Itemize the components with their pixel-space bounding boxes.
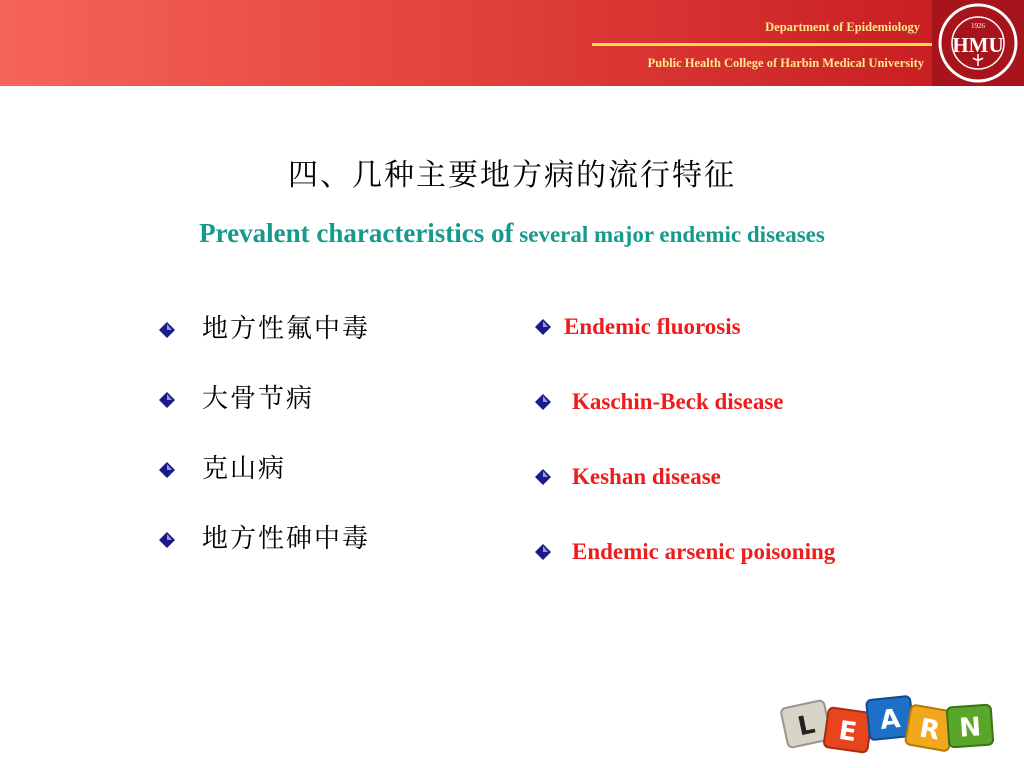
logo-text: HMU	[952, 33, 1004, 57]
learn-puzzle-blocks-icon	[778, 682, 998, 762]
department-label: Department of Epidemiology	[765, 20, 920, 34]
learn-letter-a: A	[878, 704, 902, 736]
disease-name-en: Kaschin-Beck disease	[572, 389, 784, 414]
learn-badge	[778, 682, 998, 767]
disease-name-cn: 地方性氟中毒	[202, 314, 371, 344]
disease-name-cn: 克山病	[202, 454, 287, 484]
logo-year: 1926	[971, 22, 985, 30]
slide-title-cn: 四、几种主要地方病的流行特征	[288, 158, 736, 193]
header-banner	[0, 0, 1024, 86]
disease-name-cn: 大骨节病	[202, 384, 315, 414]
college-label: Public Health College of Harbin Medical University	[647, 56, 924, 70]
diamond-bullet-icon	[158, 321, 176, 339]
diamond-bullet-icon	[534, 318, 552, 336]
title-en-part2: several major endemic diseases	[513, 222, 825, 247]
learn-letter-r: R	[917, 713, 943, 747]
title-en-part1: Prevalent characteristics of	[199, 218, 514, 248]
slide-title-en	[0, 218, 1024, 249]
learn-letter-e: E	[836, 715, 859, 749]
diamond-bullet-icon	[158, 391, 176, 409]
header-divider	[592, 43, 932, 46]
university-seal-icon	[932, 0, 1024, 86]
diamond-bullet-icon	[534, 468, 552, 486]
disease-name-en: Endemic fluorosis	[564, 314, 741, 339]
learn-letter-n: N	[958, 712, 983, 744]
disease-name-en: Endemic arsenic poisoning	[572, 539, 836, 564]
disease-name-cn: 地方性砷中毒	[202, 524, 371, 554]
diamond-bullet-icon	[158, 531, 176, 549]
disease-name-en: Keshan disease	[572, 464, 721, 489]
diamond-bullet-icon	[158, 461, 176, 479]
diamond-bullet-icon	[534, 393, 552, 411]
diamond-bullet-icon	[534, 543, 552, 561]
university-logo	[932, 0, 1024, 86]
learn-letter-l: L	[795, 709, 818, 743]
